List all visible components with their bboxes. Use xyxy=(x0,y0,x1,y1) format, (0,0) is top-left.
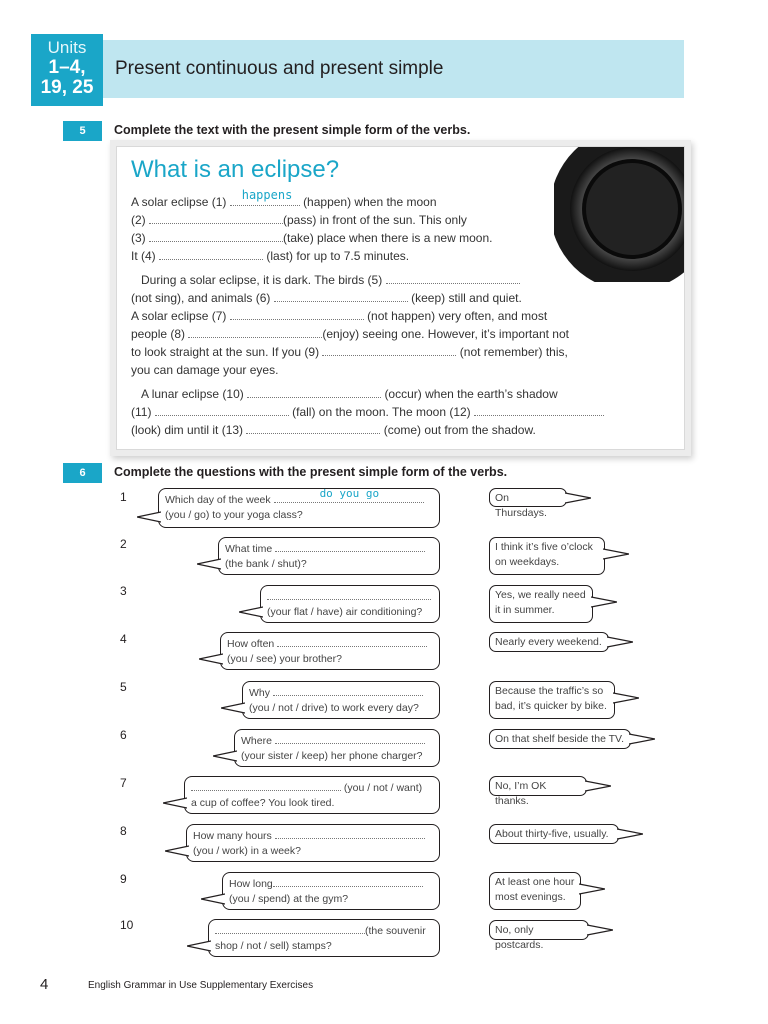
question-bubble-7 xyxy=(184,776,440,814)
answer-9-line-2: most evenings. xyxy=(495,891,566,903)
question-2-start: What time xyxy=(225,543,273,555)
blank-10[interactable] xyxy=(247,385,381,398)
line-3-end: (take) place when there is a new moon. xyxy=(283,231,493,245)
answer-9-line-1: At least one hour xyxy=(495,876,575,888)
line-11-start: A lunar eclipse (10) xyxy=(141,387,244,401)
bubble-tail xyxy=(587,924,613,936)
question-number: 8 xyxy=(120,824,127,838)
question-7-end: a cup of coffee? You look tired. xyxy=(191,797,335,809)
bubble-tail xyxy=(201,893,225,905)
units-line-1: 1–4, xyxy=(48,57,86,78)
units-badge xyxy=(31,34,103,106)
answer-bubble-7 xyxy=(489,776,587,807)
line-6-start: (not sing), and animals (6) xyxy=(131,291,271,305)
answer-6-line-1: On that shelf beside the TV. xyxy=(495,733,625,745)
question-2-blank[interactable] xyxy=(275,540,425,552)
exercise-5-number: 5 xyxy=(63,121,102,141)
line-9-start: to look straight at the sun. If you (9) xyxy=(131,345,320,359)
question-5-blank[interactable] xyxy=(273,684,423,696)
bubble-tail xyxy=(165,845,189,857)
question-number: 7 xyxy=(120,776,127,790)
bubble-tail xyxy=(163,797,187,809)
question-1-start: Which day of the week xyxy=(165,494,271,506)
question-number: 4 xyxy=(120,632,127,646)
question-bubble-9 xyxy=(222,872,440,910)
blank-11[interactable] xyxy=(155,403,289,416)
question-bubble-10 xyxy=(208,919,440,957)
answer-5-line-1: Because the traffic’s so xyxy=(495,685,604,697)
bubble-tail xyxy=(617,828,643,840)
units-numbers xyxy=(31,58,103,98)
line-1-end: (happen) when the moon xyxy=(303,195,437,209)
question-4-blank[interactable] xyxy=(277,635,427,647)
question-3-blank[interactable] xyxy=(267,588,431,600)
line-13-start: (look) dim until it (13) xyxy=(131,423,244,437)
page-title: Present continuous and present simple xyxy=(115,58,444,79)
line-2-end: (pass) in front of the sun. This only xyxy=(283,213,467,227)
question-9-start: How long xyxy=(229,878,273,890)
question-3-end: (your flat / have) air conditioning? xyxy=(267,606,423,618)
question-number: 5 xyxy=(120,680,127,694)
answer-bubble-5 xyxy=(489,681,615,719)
blank-13[interactable] xyxy=(246,421,380,434)
question-6-start: Where xyxy=(241,735,272,747)
bubble-tail xyxy=(607,636,633,648)
answer-4-line-1: Nearly every weekend. xyxy=(495,636,602,648)
line-12-start: (11) xyxy=(131,405,152,419)
bubble-tail xyxy=(197,558,221,570)
answer-2-line-2: on weekdays. xyxy=(495,556,560,568)
page-number: 4 xyxy=(40,976,49,993)
units-word: Units xyxy=(47,38,87,57)
bubble-tail xyxy=(221,702,245,714)
question-bubble-1 xyxy=(158,488,440,528)
answer-bubble-9 xyxy=(489,872,581,910)
line-8-start: people (8) xyxy=(131,327,186,341)
bubble-tail xyxy=(213,750,237,762)
line-5-start: During a solar eclipse, it is dark. The birds (5) xyxy=(141,273,383,287)
blank-7[interactable] xyxy=(230,307,364,320)
answer-bubble-3 xyxy=(489,585,593,623)
bubble-tail xyxy=(585,780,611,792)
eclipse-paragraph-3 xyxy=(131,385,631,439)
question-bubble-6 xyxy=(234,729,440,767)
line-13-end: (come) out from the shadow. xyxy=(383,423,536,437)
question-4-start: How often xyxy=(227,638,275,650)
bubble-tail xyxy=(629,733,655,745)
blank-1[interactable] xyxy=(230,188,300,206)
example-answer-happens: happens xyxy=(241,188,293,202)
question-number: 6 xyxy=(120,728,127,742)
question-9-end: (you / spend) at the gym? xyxy=(229,893,349,905)
question-5-start: Why xyxy=(249,687,270,699)
blank-5[interactable] xyxy=(386,271,520,284)
question-2-end: (the bank / shut)? xyxy=(225,558,307,570)
question-bubble-5 xyxy=(242,681,440,719)
question-number: 10 xyxy=(120,918,134,932)
line-12-end: (fall) on the moon. The moon (12) xyxy=(292,405,471,419)
question-10-end: shop / not / sell) stamps? xyxy=(215,940,332,952)
line-7-start: A solar eclipse (7) xyxy=(131,309,227,323)
line-6-end: (keep) still and quiet. xyxy=(411,291,522,305)
question-bubble-4 xyxy=(220,632,440,670)
exercise-5-instruction: Complete the text with the present simple form of the verbs. xyxy=(114,123,471,137)
eclipse-paragraph-1 xyxy=(131,188,601,265)
question-6-end: (your sister / keep) her phone charger? xyxy=(241,750,423,762)
question-8-start: How many hours xyxy=(193,830,272,842)
line-9-end: (not remember) this, xyxy=(459,345,568,359)
question-number: 9 xyxy=(120,872,127,886)
question-1-blank[interactable] xyxy=(274,487,424,503)
answer-3-line-1: Yes, we really need xyxy=(495,589,586,601)
blank-4[interactable] xyxy=(159,247,263,260)
units-line-2: 19, 25 xyxy=(40,77,94,98)
bubble-tail xyxy=(187,940,211,952)
answer-2-line-1: I think it’s five o’clock xyxy=(495,541,593,553)
bubble-tail xyxy=(579,883,605,895)
question-7-start: (you / not / want) xyxy=(343,782,423,794)
blank-8[interactable] xyxy=(188,325,322,338)
line-8-end: (enjoy) seeing one. However, it’s important not xyxy=(322,327,569,341)
answer-bubble-1 xyxy=(489,488,567,519)
question-1-end: (you / go) to your yoga class? xyxy=(165,509,303,521)
answer-3-line-2: it in summer. xyxy=(495,604,555,616)
eclipse-title: What is an eclipse? xyxy=(131,156,340,183)
answer-bubble-2 xyxy=(489,537,605,575)
question-5-end: (you / not / drive) to work every day? xyxy=(249,702,419,714)
question-6-blank[interactable] xyxy=(275,732,425,744)
answer-5-line-2: bad, it’s quicker by bike. xyxy=(495,700,607,712)
question-8-blank[interactable] xyxy=(275,827,425,839)
bubble-tail xyxy=(591,596,617,608)
question-7-blank[interactable] xyxy=(191,779,341,791)
question-number: 3 xyxy=(120,584,127,598)
bubble-tail xyxy=(603,548,629,560)
answer-bubble-8 xyxy=(489,824,619,844)
question-bubble-2 xyxy=(218,537,440,575)
bubble-tail xyxy=(199,653,223,665)
line-4-start: It (4) xyxy=(131,249,156,263)
answer-1-line-1: On Thursdays. xyxy=(495,492,547,519)
header-bar xyxy=(103,40,684,98)
blank-12[interactable] xyxy=(474,403,604,416)
answer-bubble-6 xyxy=(489,729,631,749)
book-title: English Grammar in Use Supplementary Exercises xyxy=(88,980,314,991)
line-4-end: (last) for up to 7.5 minutes. xyxy=(266,249,410,263)
eclipse-text-box xyxy=(116,146,685,450)
line-2-start: (2) xyxy=(131,213,146,227)
line-10-start: you can damage your eyes. xyxy=(131,363,279,377)
bubble-tail xyxy=(239,606,263,618)
question-10-start: (the souvenir xyxy=(365,925,426,937)
exercise-6-number: 6 xyxy=(63,463,102,483)
blank-3[interactable] xyxy=(149,229,283,242)
exercise-6-instruction: Complete the questions with the present simple form of the verbs. xyxy=(114,465,508,479)
line-7-end: (not happen) very often, and most xyxy=(367,309,548,323)
eclipse-paragraph-2 xyxy=(131,271,611,379)
question-9-blank[interactable] xyxy=(273,875,423,887)
blank-2[interactable] xyxy=(149,211,283,224)
line-11-end: (occur) when the earth’s shadow xyxy=(384,387,558,401)
line-3-start: (3) xyxy=(131,231,146,245)
question-10-blank[interactable] xyxy=(215,922,365,934)
bubble-tail xyxy=(613,692,639,704)
line-1-start: A solar eclipse (1) xyxy=(131,195,227,209)
answer-10-line-1: No, only postcards. xyxy=(495,924,544,951)
blank-6[interactable] xyxy=(274,289,408,302)
question-bubble-8 xyxy=(186,824,440,862)
question-number: 2 xyxy=(120,537,127,551)
blank-9[interactable] xyxy=(322,343,456,356)
bubble-tail xyxy=(137,511,161,523)
question-bubble-3 xyxy=(260,585,440,623)
answer-bubble-10 xyxy=(489,920,589,951)
question-4-end: (you / see) your brother? xyxy=(227,653,342,665)
question-8-end: (you / work) in a week? xyxy=(193,845,301,857)
example-answer-do-you-go: do you go xyxy=(319,487,380,500)
answer-bubble-4 xyxy=(489,632,609,652)
question-number: 1 xyxy=(120,490,127,504)
answer-7-line-1: No, I’m OK thanks. xyxy=(495,780,547,807)
bubble-tail xyxy=(565,492,591,504)
answer-8-line-1: About thirty-five, usually. xyxy=(495,828,609,840)
